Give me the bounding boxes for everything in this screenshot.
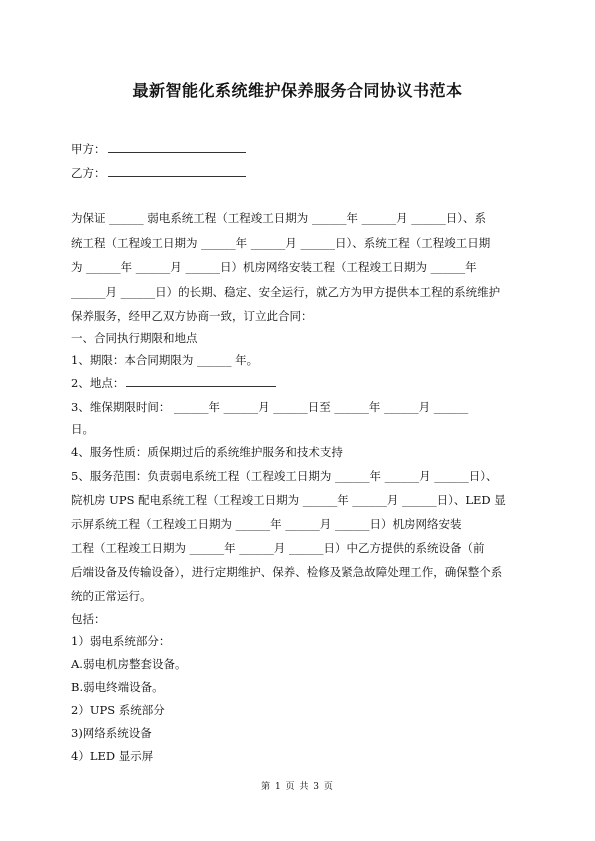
body-line: 日。: [71, 422, 94, 436]
document-title: 最新智能化系统维护保养服务合同协议书范本: [132, 81, 463, 100]
body-line: 示屏系统工程（工程竣工日期为 ______年 ______月 ______日）机房网络安装: [71, 517, 462, 531]
party-b-blank: [108, 166, 246, 177]
list-item: 2）UPS 系统部分: [71, 703, 165, 717]
body-line: 院机房 UPS 配电系统工程（工程竣工日期为 ______年 ______月 ______日）、LED 显: [71, 493, 506, 507]
page-footer: 第 1 页 共 3 页: [261, 782, 334, 792]
list-item: B.弱电终端设备。: [71, 680, 164, 694]
party-b-label: 乙方：: [71, 166, 106, 180]
party-a-line: [71, 142, 246, 156]
body-line: 统工程（工程竣工日期为 ______年 ______月 ______日）、系统工程（工程竣工日期: [71, 236, 491, 250]
body-line: ______月 ______日）的长期、稳定、安全运行，就乙方为甲方提供本工程的系统维护: [71, 285, 501, 299]
place-blank: [126, 376, 276, 387]
body-line: 为保证 ______ 弱电系统工程（工程竣工日期为 ______年 ______月 ______日）、系: [71, 211, 487, 225]
body-line: 为 ______年 ______月 ______日）机房网络安装工程（工程竣工日期为 ______年: [71, 260, 477, 274]
place-line: [71, 376, 276, 390]
section-heading: 一、合同执行期限和地点: [71, 331, 198, 345]
party-a-blank: [108, 142, 246, 153]
list-item: 3)网络系统设备: [71, 726, 152, 740]
body-line: 4、服务性质：质保期过后的系统维护服务和技术支持: [71, 445, 343, 459]
body-line: 后端设备及传输设备），进行定期维护、保养、检修及紧急故障处理工作，确保整个系: [71, 565, 503, 579]
party-a-label: 甲方：: [71, 142, 106, 156]
body-line: 包括：: [71, 612, 106, 626]
place-label: 2、地点：: [71, 376, 125, 390]
body-line: 3、维保期限时间： ______年 ______月 ______日至 ______年 ______月 ______: [71, 400, 469, 414]
list-item: A.弱电机房整套设备。: [71, 657, 187, 671]
body-line: 统的正常运行。: [71, 589, 152, 603]
list-item: 4）LED 显示屏: [71, 749, 154, 763]
body-line: 工程（工程竣工日期为 ______年 ______月 ______日）中乙方提供的系统设备（前: [71, 541, 485, 555]
body-line: 5、服务范围：负责弱电系统工程（工程竣工日期为 ______年 ______月 ______日）、: [71, 469, 498, 483]
body-line: 1、期限：本合同期限为 ______ 年。: [71, 353, 259, 367]
body-line: 保养服务，经甲乙双方协商一致，订立此合同：: [71, 309, 313, 323]
list-item: 1）弱电系统部分：: [71, 634, 171, 648]
party-b-line: [71, 166, 246, 180]
